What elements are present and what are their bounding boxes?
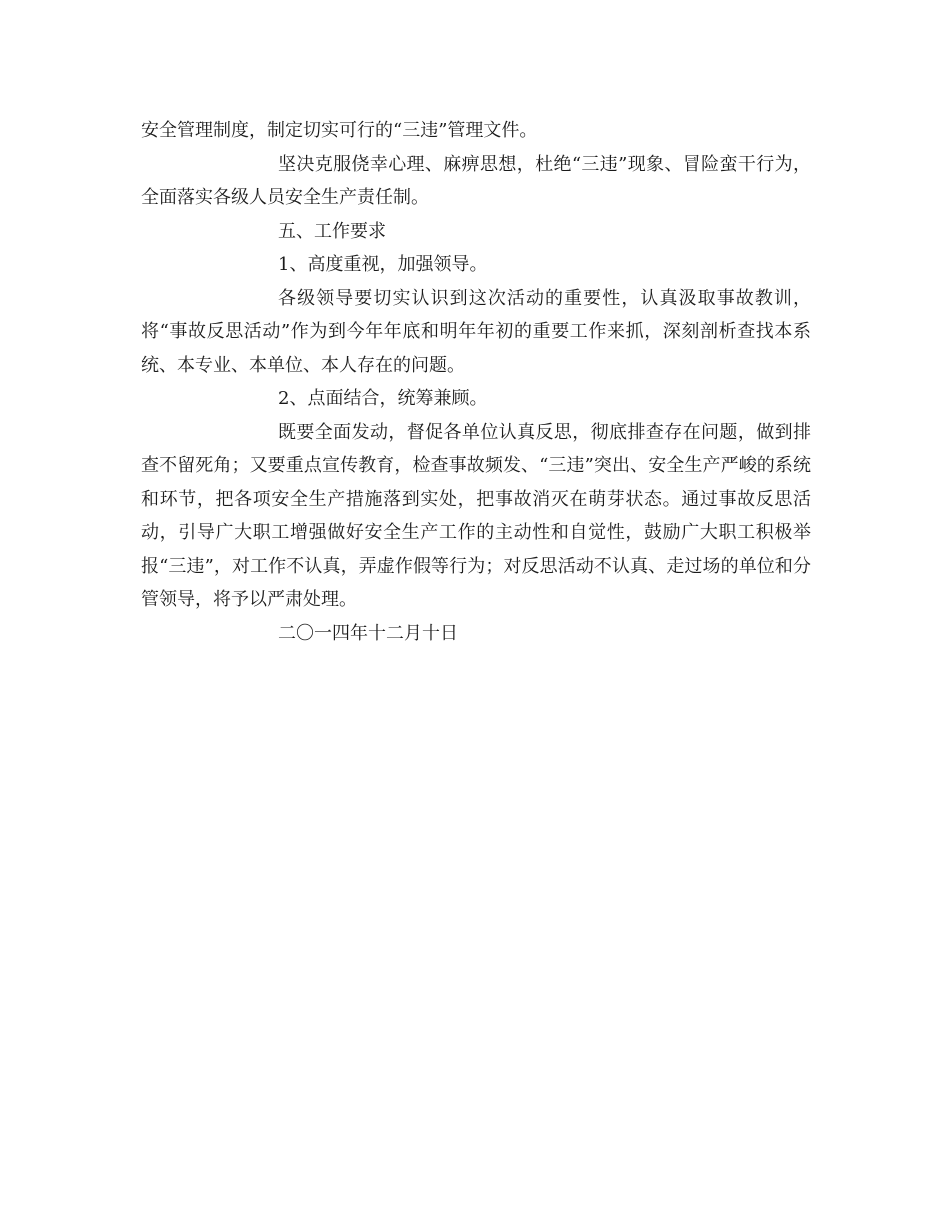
subheading-1: 1、高度重视，加强领导。 [278,254,488,275]
paragraph-commitment: 坚决克服侥幸心理、麻痹思想，杜绝“三违”现象、冒险蛮干行为，全面落实各级人员安全生产责任制。 [141,153,811,208]
subheading-2: 2、点面结合，统筹兼顾。 [278,388,488,409]
document-body [141,114,811,650]
document-date: 二〇一四年十二月十日 [278,622,458,644]
section-heading-work-requirements: 五、工作要求 [278,220,386,242]
paragraph-leadership: 各级领导要切实认识到这次活动的重要性，认真汲取事故教训，将“事故反思活动”作为到今年年底和明年年初的重要工作来抓，深刻剖析查找本系统、本专业、本单位、本人存在的问题。 [141,287,811,376]
paragraph-continuation: 安全管理制度，制定切实可行的“三违”管理文件。 [141,120,538,141]
paragraph-coordination: 既要全面发动，督促各单位认真反思，彻底排查存在问题，做到排查不留死角；又要重点宣传教育，检查事故频发、“三违”突出、安全生产严峻的系统和环节，把各项安全生产措施落到实处，把事故消灭在萌芽状态。通过事故反思活动，引导广大职工增强做好安全生产工作的主动性和自觉性，鼓励广大职工积极举报“三违”，对工作不认真，弄虚作假等行为；对反思活动不认真、走过场的单位和分管领导，将予以严肃处理。 [141,421,811,610]
